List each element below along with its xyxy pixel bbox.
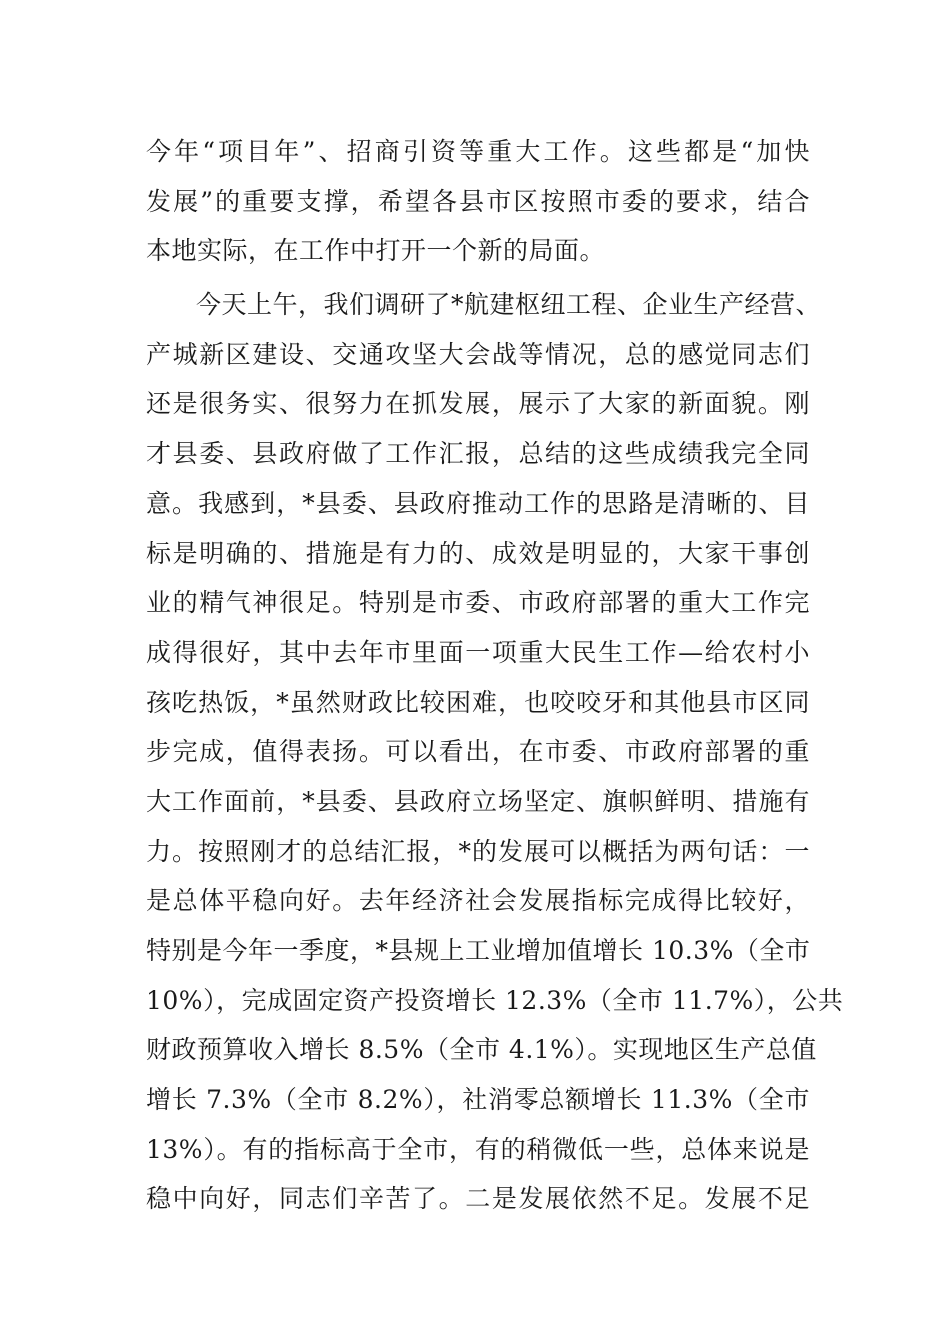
text-line: 力。按照刚才的总结汇报，*的发展可以概括为两句话：一 — [146, 836, 810, 866]
body-text — [146, 127, 844, 1224]
text-line: 13%）。有的指标高于全市，有的稍微低一些，总体来说是 — [146, 1134, 810, 1164]
text-line: 本地实际，在工作中打开一个新的局面。 — [146, 236, 606, 266]
text-line: 步完成，值得表扬。可以看出，在市委、市政府部署的重 — [146, 737, 810, 767]
paragraph-1 — [146, 127, 810, 276]
text-line: 成得很好，其中去年市里面一项重大民生工作—给农村小 — [146, 637, 810, 667]
text-line: 是总体平稳向好。去年经济社会发展指标完成得比较好， — [146, 886, 810, 916]
text-line: 财政预算收入增长 8.5%（全市 4.1%）。实现地区生产总值 — [146, 1035, 817, 1065]
text-line: 10%），完成固定资产投资增长 12.3%（全市 11.7%），公共 — [146, 985, 844, 1015]
text-line: 特别是今年一季度，*县规上工业增加值增长 10.3%（全市 — [146, 936, 811, 965]
text-line: 发展”的重要支撑，希望各县市区按照市委的要求，结合 — [146, 186, 810, 216]
text-line: 业的精气神很足。特别是市委、市政府部署的重大工作完 — [146, 588, 810, 618]
text-line: 意。我感到，*县委、县政府推动工作的思路是清晰的、目 — [146, 488, 810, 518]
paragraph-2 — [146, 280, 844, 1224]
text-line: 产城新区建设、交通攻坚大会战等情况，总的感觉同志们 — [146, 339, 810, 369]
text-line: 大工作面前，*县委、县政府立场坚定、旗帜鲜明、措施有 — [146, 786, 810, 816]
text-line: 标是明确的、措施是有力的、成效是明显的，大家干事创 — [146, 538, 810, 568]
text-line: 孩吃热饭，*虽然财政比较困难，也咬咬牙和其他县市区同 — [146, 687, 810, 717]
text-line: 今天上午，我们调研了*航建枢纽工程、企业生产经营、 — [196, 290, 822, 320]
text-line: 今年“项目年”、招商引资等重大工作。这些都是“加快 — [146, 137, 810, 166]
text-line: 稳中向好，同志们辛苦了。二是发展依然不足。发展不足 — [146, 1184, 810, 1214]
text-line: 还是很务实、很努力在抓发展，展示了大家的新面貌。刚 — [146, 389, 810, 419]
text-line: 增长 7.3%（全市 8.2%），社消零总额增长 11.3%（全市 — [146, 1085, 810, 1115]
text-line: 才县委、县政府做了工作汇报，总结的这些成绩我完全同 — [146, 439, 810, 469]
